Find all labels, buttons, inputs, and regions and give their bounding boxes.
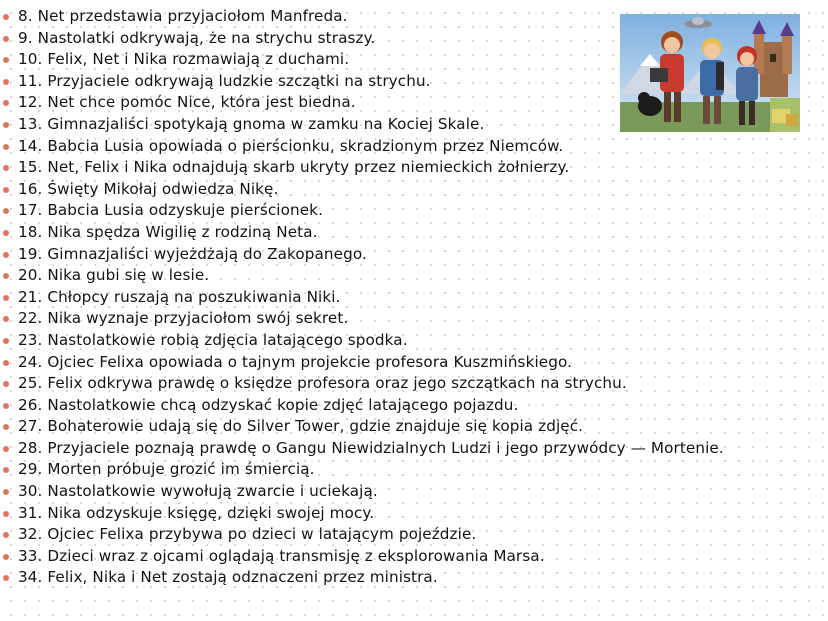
- bullet-icon: [3, 467, 9, 473]
- list-item-text: 15. Net, Felix i Nika odnajdują skarb ukryty przez niemieckich żołnierzy.: [18, 158, 570, 177]
- bullet-icon: [3, 36, 9, 42]
- list-item: [0, 265, 812, 287]
- bullet-icon: [3, 57, 9, 63]
- list-item: [0, 395, 812, 417]
- list-item: [0, 524, 812, 546]
- list-item: [0, 157, 812, 179]
- list-item: [0, 200, 812, 222]
- bullet-icon: [3, 338, 9, 344]
- bullet-icon: [3, 446, 9, 452]
- list-item: [0, 330, 812, 352]
- bullet-icon: [3, 122, 9, 128]
- bullet-icon: [3, 187, 9, 193]
- bullet-icon: [3, 532, 9, 538]
- list-item-text: 8. Net przedstawia przyjaciołom Manfreda.: [18, 7, 348, 25]
- bullet-icon: [3, 208, 9, 214]
- bullet-icon: [3, 252, 9, 258]
- list-item-text: 9. Nastolatki odkrywają, że na strychu straszy.: [18, 28, 376, 47]
- list-item-text: 13. Gimnazjaliści spotykają gnoma w zamku na Kociej Skale.: [18, 114, 485, 133]
- list-item-text: 20. Nika gubi się w lesie.: [18, 266, 210, 285]
- bullet-icon: [3, 403, 9, 409]
- list-item: [0, 352, 812, 374]
- list-item: [0, 136, 812, 158]
- list-item: [0, 481, 812, 503]
- list-item-text: 23. Nastolatkowie robią zdjęcia latającego spodka.: [18, 330, 408, 349]
- bullet-icon: [3, 295, 9, 301]
- list-item: [0, 222, 812, 244]
- list-item-text: 32. Ojciec Felixa przybywa po dzieci w latającym pojeździe.: [18, 525, 477, 544]
- list-item-text: 17. Babcia Lusia odzyskuje pierścionek.: [18, 201, 324, 220]
- list-item: [0, 287, 812, 309]
- list-item: [0, 373, 812, 395]
- list-item: [0, 244, 812, 266]
- bullet-icon: [3, 381, 9, 387]
- bullet-icon: [3, 316, 9, 322]
- list-item-text: 27. Bohaterowie udają się do Silver Tower, gdzie znajduje się kopia zdjęć.: [18, 417, 584, 436]
- list-item-text: 28. Przyjaciele poznają prawdę o Gangu Niewidzialnych Ludzi i jego przywódcy — Mortenie.: [18, 438, 724, 457]
- list-item-text: 31. Nika odzyskuje księgę, dzięki swojej mocy.: [18, 503, 375, 522]
- book-cover-illustration: [620, 14, 800, 132]
- bullet-icon: [3, 554, 9, 560]
- list-item: [0, 179, 812, 201]
- list-item: [0, 503, 812, 525]
- list-item-text: 22. Nika wyznaje przyjaciołom swój sekret.: [18, 309, 349, 328]
- bullet-icon: [3, 360, 9, 366]
- bullet-icon: [3, 100, 9, 106]
- list-item-text: 25. Felix odkrywa prawdę o księdze profesora oraz jego szczątkach na strychu.: [18, 374, 627, 393]
- bullet-icon: [3, 575, 9, 581]
- bullet-icon: [3, 165, 9, 171]
- list-item-text: 11. Przyjaciele odkrywają ludzkie szczątki na strychu.: [18, 71, 431, 90]
- list-item: [0, 567, 812, 589]
- list-item-text: 26. Nastolatkowie chcą odzyskać kopie zdjęć latającego pojazdu.: [18, 395, 519, 414]
- list-item-text: 24. Ojciec Felixa opowiada o tajnym projekcie profesora Kuszmińskiego.: [18, 352, 573, 371]
- list-item-text: 30. Nastolatkowie wywołują zwarcie i uciekają.: [18, 482, 378, 501]
- list-item-text: 12. Net chce pomóc Nice, która jest biedna.: [18, 93, 356, 112]
- list-item-text: 10. Felix, Net i Nika rozmawiają z duchami.: [18, 50, 350, 69]
- list-item: [0, 438, 812, 460]
- list-item-text: 21. Chłopcy ruszają na poszukiwania Niki.: [18, 287, 341, 306]
- list-item-text: 34. Felix, Nika i Net zostają odznaczeni przez ministra.: [18, 568, 438, 587]
- list-item: [0, 416, 812, 438]
- bullet-icon: [3, 489, 9, 495]
- list-item-text: 33. Dzieci wraz z ojcami oglądają transmisję z eksplorowania Marsa.: [18, 546, 545, 565]
- book-cover-icon: [620, 14, 800, 132]
- list-item: [0, 308, 812, 330]
- bullet-icon: [3, 273, 9, 279]
- bullet-icon: [3, 424, 9, 430]
- bullet-icon: [3, 14, 9, 20]
- list-item-text: 29. Morten próbuje grozić im śmiercią.: [18, 460, 315, 479]
- list-item-text: 14. Babcia Lusia opowiada o pierścionku, skradzionym przez Niemców.: [18, 136, 564, 155]
- list-item-text: 19. Gimnazjaliści wyjeżdżają do Zakopanego.: [18, 244, 367, 263]
- bullet-icon: [3, 144, 9, 150]
- bullet-icon: [3, 230, 9, 236]
- list-item-text: 16. Święty Mikołaj odwiedza Nikę.: [18, 179, 279, 198]
- bullet-icon: [3, 511, 9, 517]
- list-item: [0, 459, 812, 481]
- bullet-icon: [3, 79, 9, 85]
- list-item: [0, 546, 812, 568]
- list-item-text: 18. Nika spędza Wigilię z rodziną Neta.: [18, 222, 318, 241]
